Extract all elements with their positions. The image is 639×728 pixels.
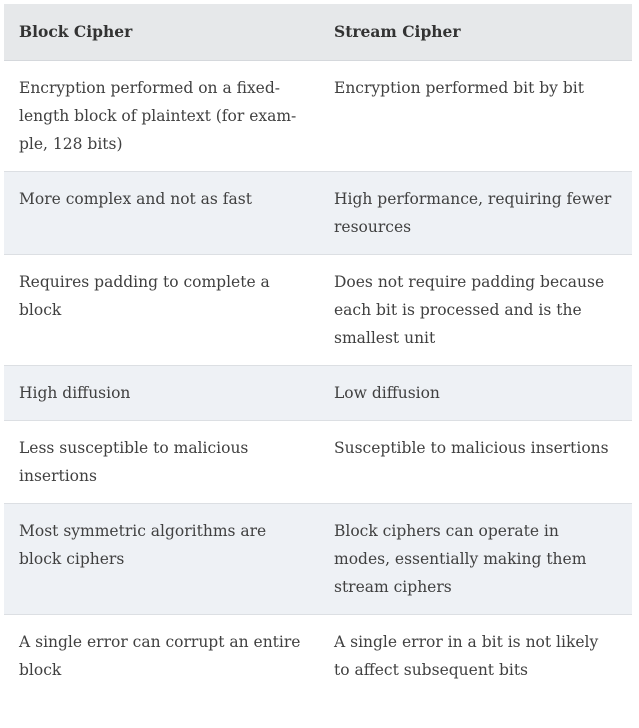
block-cipher-cell: Less susceptible to malicious insertions: [4, 421, 319, 504]
table-header: [4, 4, 632, 61]
block-cipher-cell: A single error can corrupt an entire block: [4, 615, 319, 698]
stream-cipher-cell: Susceptible to malicious insertions: [319, 421, 632, 504]
block-cipher-cell: Requires padding to complete a block: [4, 255, 319, 366]
block-cipher-cell: Encryption performed on a fixed-length block of plaintext (for exam-ple, 128 bits): [4, 61, 319, 172]
table-row: [4, 366, 632, 421]
table-row: [4, 504, 632, 615]
table-row: [4, 172, 632, 255]
stream-cipher-cell: High performance, requiring fewer resources: [319, 172, 632, 255]
stream-cipher-cell: Low diffusion: [319, 366, 632, 421]
comparison-table-container: [4, 4, 632, 697]
stream-cipher-cell: A single error in a bit is not likely to affect subsequent bits: [319, 615, 632, 698]
stream-cipher-cell: Block ciphers can operate in modes, essentially making them stream ciphers: [319, 504, 632, 615]
table-row: [4, 61, 632, 172]
header-stream-cipher: Stream Cipher: [319, 4, 632, 61]
stream-cipher-cell: Does not require padding because each bit is processed and is the smallest unit: [319, 255, 632, 366]
table-row: [4, 615, 632, 698]
table-row: [4, 255, 632, 366]
comparison-table: [4, 4, 632, 697]
block-cipher-cell: High diffusion: [4, 366, 319, 421]
header-block-cipher: Block Cipher: [4, 4, 319, 61]
table-body: [4, 61, 632, 698]
block-cipher-cell: Most symmetric algorithms are block ciphers: [4, 504, 319, 615]
header-row: [4, 4, 632, 61]
stream-cipher-cell: Encryption performed bit by bit: [319, 61, 632, 172]
table-row: [4, 421, 632, 504]
block-cipher-cell: More complex and not as fast: [4, 172, 319, 255]
